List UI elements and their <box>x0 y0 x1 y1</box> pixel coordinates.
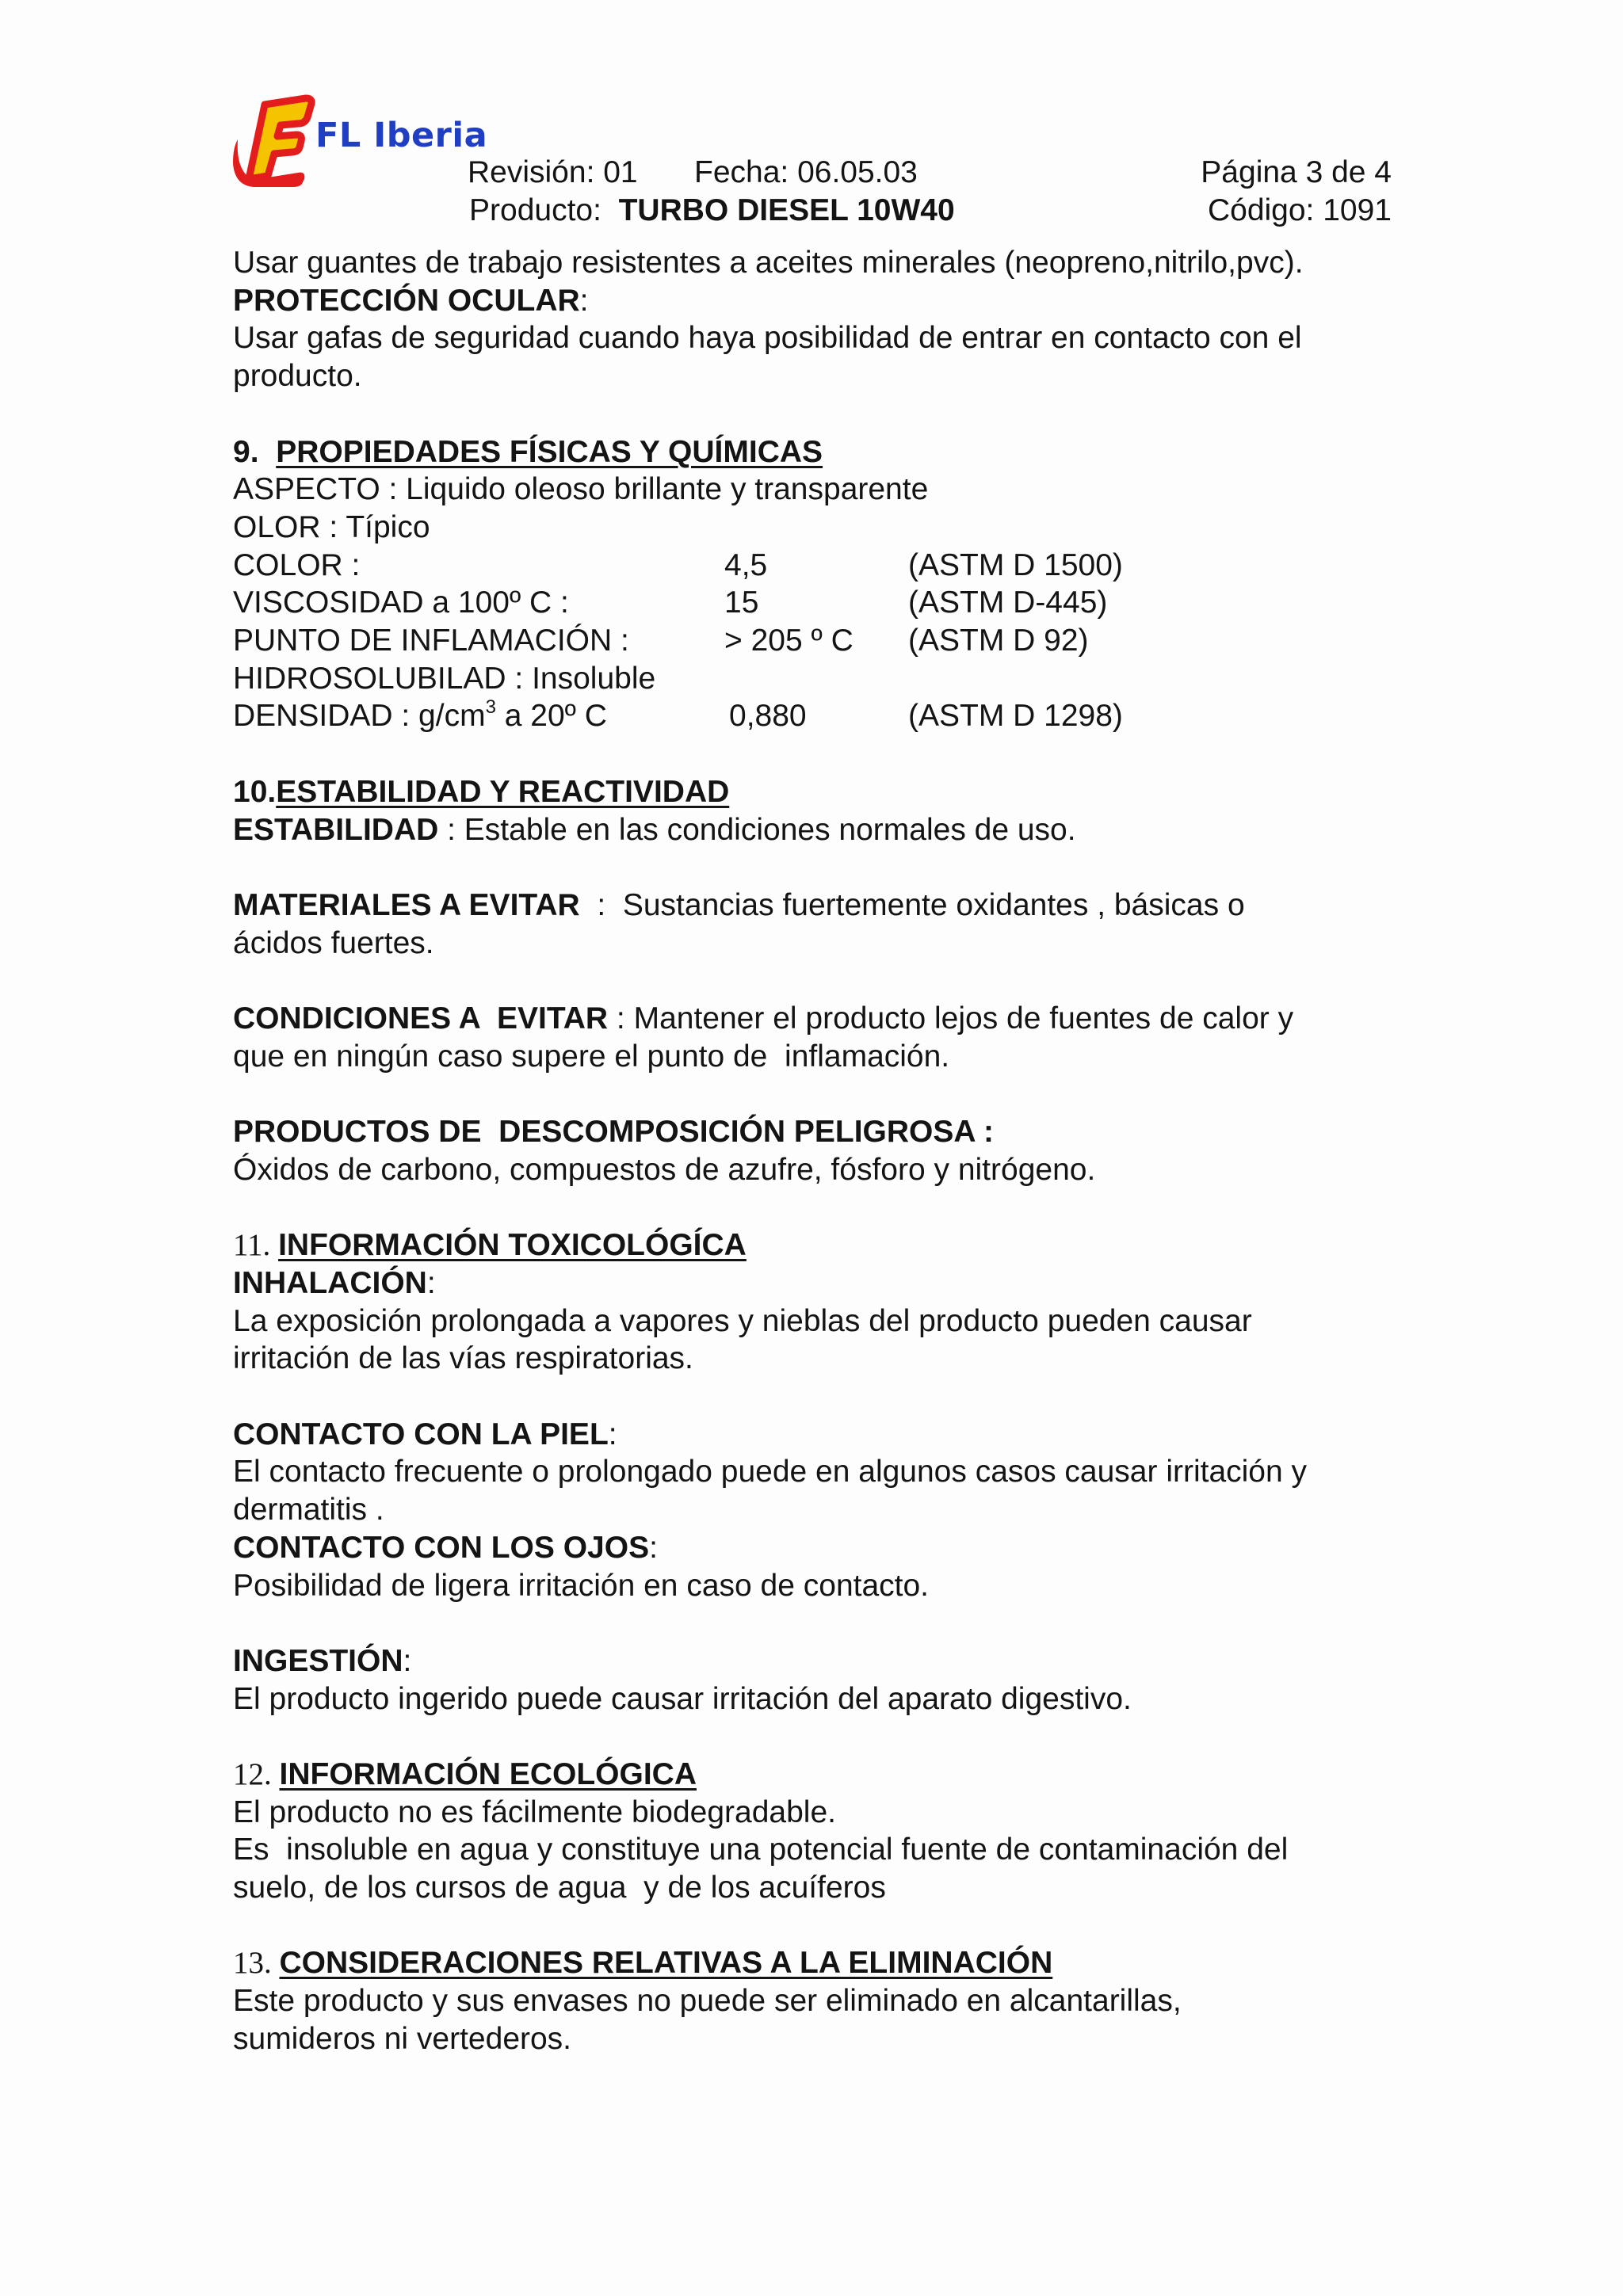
eye-protection-text: producto. <box>233 359 362 394</box>
density-row <box>233 697 1406 735</box>
section-12-heading <box>233 1756 1406 1794</box>
section-9-heading <box>233 433 1406 471</box>
colon: : <box>608 1417 617 1451</box>
section-title: INFORMACIÓN ECOLÓGICA <box>279 1756 697 1791</box>
gloves-text: Usar guantes de trabajo resistentes a aceites minerales (neopreno,nitrilo,pvc). <box>233 246 1304 280</box>
section-number: 13. <box>233 1946 280 1981</box>
property-row <box>233 547 1406 585</box>
section-10-heading <box>233 773 1406 811</box>
document-body <box>233 244 1406 2058</box>
stability-heading: ESTABILIDAD <box>233 812 439 847</box>
fl-iberia-logo-icon <box>230 93 317 189</box>
company-logo <box>230 93 488 192</box>
density-value: 0,880 <box>729 699 807 734</box>
inhalation-text: La exposición prolongada a vapores y nieblas del producto pueden causar <box>233 1303 1252 1338</box>
property-value: 4,5 <box>724 547 768 582</box>
colon: : <box>649 1530 658 1565</box>
property-row <box>233 622 1406 660</box>
skin-contact-text: El contacto frecuente o prolongado puede en algunos casos causar irritación y <box>233 1455 1308 1489</box>
hydrosolubility: HIDROSOLUBILAD : Insoluble <box>233 661 656 696</box>
property-method: (ASTM D-445) <box>908 585 1108 620</box>
section-number: 9. <box>233 434 259 469</box>
ecology-text: Es insoluble en agua y constituye una potencial fuente de contaminación del <box>233 1833 1289 1867</box>
ingestion-text: El producto ingerido puede causar irritación del aparato digestivo. <box>233 1681 1132 1716</box>
disposal-text: Este producto y sus envases no puede ser eliminado en alcantarillas, <box>233 1984 1182 2019</box>
property-value: 15 <box>724 585 759 620</box>
revision: Revisión: 01 <box>468 155 638 189</box>
ecology-text: suelo, de los cursos de agua y de los acuíferos <box>233 1871 886 1905</box>
property-label: COLOR : <box>233 547 361 582</box>
ecology-text: El producto no es fácilmente biodegradable. <box>233 1794 836 1829</box>
stability-text: : Estable en las condiciones normales de uso. <box>438 812 1076 847</box>
property-value: > 205 º C <box>724 624 854 658</box>
skin-contact-text: dermatitis . <box>233 1493 384 1527</box>
inhalation-heading-line <box>233 1264 1406 1302</box>
inhalation-heading: INHALACIÓN <box>233 1265 427 1300</box>
skin-contact-heading-line <box>233 1416 1406 1454</box>
eye-protection-heading-line <box>233 282 1406 320</box>
section-number: 12. <box>233 1756 280 1791</box>
decomposition-text: Óxidos de carbono, compuestos de azufre, fósforo y nitrógeno. <box>233 1152 1096 1187</box>
materials-text-cont: ácidos fuertes. <box>233 925 434 960</box>
eye-protection-text: Usar gafas de seguridad cuando haya posibilidad de entrar en contacto con el <box>233 321 1302 356</box>
eye-contact-heading-line <box>233 1529 1406 1567</box>
section-number: 10. <box>233 774 277 809</box>
decomposition-heading: PRODUCTOS DE DESCOMPOSICIÓN PELIGROSA : <box>233 1115 994 1150</box>
section-title: INFORMACIÓN TOXICOLÓGÍCA <box>278 1228 747 1263</box>
colon: : <box>579 283 589 318</box>
property-row <box>233 584 1406 622</box>
eye-contact-heading: CONTACTO CON LOS OJOS <box>233 1530 650 1565</box>
stability <box>233 811 1406 849</box>
inhalation-text: irritación de las vías respiratorias. <box>233 1341 693 1376</box>
document-date: Fecha: 06.05.03 <box>694 155 918 189</box>
section-13-heading <box>233 1944 1406 1982</box>
property-label: VISCOSIDAD a 100º C : <box>233 585 569 620</box>
materials-heading: MATERIALES A EVITAR <box>233 887 580 922</box>
density-label-temp: a 20º C <box>495 699 607 734</box>
colon: : <box>403 1643 412 1678</box>
page-number: Página 3 de 4 <box>1201 155 1392 189</box>
density-method: (ASTM D 1298) <box>908 699 1123 734</box>
ingestion-heading-line <box>233 1642 1406 1680</box>
materials-to-avoid <box>233 887 1406 925</box>
property-method: (ASTM D 92) <box>908 624 1089 658</box>
density-label-text: DENSIDAD : g/cm <box>233 699 486 734</box>
eye-protection-heading: PROTECCIÓN OCULAR <box>233 283 580 318</box>
section-11-heading <box>233 1226 1406 1264</box>
conditions-text-cont: que en ningún caso supere el punto de inflamación. <box>233 1039 950 1074</box>
brand-name: FL Iberia <box>315 116 488 155</box>
density-label <box>233 697 724 735</box>
property-method: (ASTM D 1500) <box>908 547 1123 582</box>
ingestion-heading: INGESTIÓN <box>233 1643 403 1678</box>
conditions-heading: CONDICIONES A EVITAR <box>233 1001 609 1035</box>
section-title: PROPIEDADES FÍSICAS Y QUÍMICAS <box>276 434 823 469</box>
property-label: PUNTO DE INFLAMACIÓN : <box>233 624 629 658</box>
skin-contact-heading: CONTACTO CON LA PIEL <box>233 1417 609 1451</box>
section-number: 11. <box>233 1228 279 1263</box>
product-code: Código: 1091 <box>1207 193 1392 227</box>
section-title: CONSIDERACIONES RELATIVAS A LA ELIMINACIÓN <box>279 1946 1053 1981</box>
aspect: ASPECTO : Liquido oleoso brillante y transparente <box>233 472 929 507</box>
disposal-text: sumideros ni vertederos. <box>233 2021 572 2056</box>
product-name: TURBO DIESEL 10W40 <box>618 193 955 227</box>
product-line <box>469 192 955 230</box>
eye-contact-text: Posibilidad de ligera irritación en caso de contacto. <box>233 1568 930 1603</box>
colon: : <box>426 1265 436 1300</box>
section-title: ESTABILIDAD Y REACTIVIDAD <box>276 774 730 809</box>
conditions-text: : Mantener el producto lejos de fuentes de calor y <box>608 1001 1294 1035</box>
odor: OLOR : Típico <box>233 509 430 544</box>
density-unit-exponent: 3 <box>485 696 496 719</box>
conditions-to-avoid <box>233 1000 1406 1038</box>
materials-text: : Sustancias fuertemente oxidantes , básicas o <box>579 887 1245 922</box>
product-label: Producto: <box>469 193 601 227</box>
